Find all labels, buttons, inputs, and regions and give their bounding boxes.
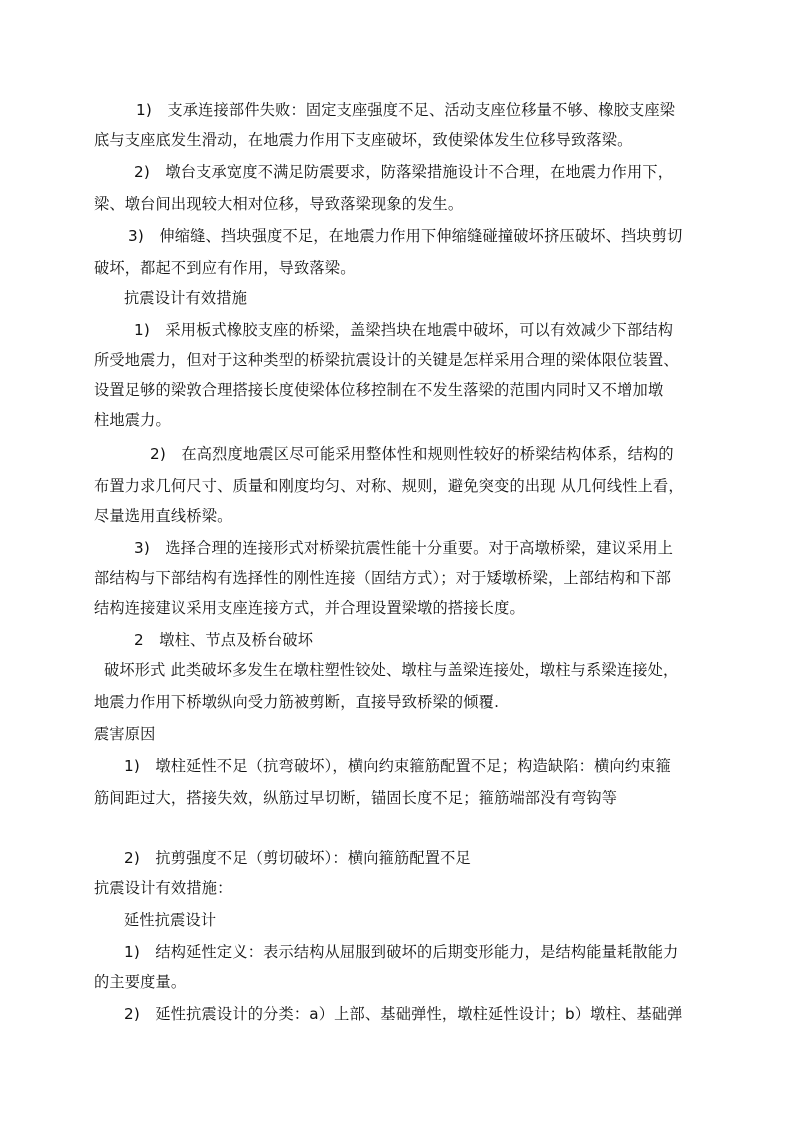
text-line: 2) 墩台支承宽度不满足防震要求，防落梁措施设计不合理，在地震力作用下，: [134, 163, 674, 181]
text-line: 破坏形式 此类破坏多发生在墩柱塑性铰处、墩柱与盖梁连接处，墩柱与系梁连接处，: [104, 661, 679, 679]
section-heading: 抗震设计有效措施：: [94, 879, 233, 897]
text-line: 1) 支承连接部件失败：固定支座强度不足、活动支座位移量不够、橡胶支座梁: [136, 101, 676, 119]
section-heading: 延性抗震设计: [124, 911, 217, 929]
text-line: 底与支座底发生滑动，在地震力作用下支座破坏，致使梁体发生位移导致落梁。: [94, 131, 633, 149]
section-heading: 2 墩柱、节点及桥台破坏: [134, 631, 314, 649]
text-line: 3) 伸缩缝、挡块强度不足，在地震力作用下伸缩缝碰撞破坏挤压破坏、挡块剪切: [128, 227, 683, 245]
text-line: 地震力作用下桥墩纵向受力筋被剪断，直接导致桥梁的倾覆.: [94, 693, 500, 711]
section-heading: 抗震设计有效措施: [124, 289, 248, 307]
text-line: 2) 抗剪强度不足（剪切破坏）：横向箍筋配置不足: [124, 849, 471, 867]
text-line: 2) 在高烈度地震区尽可能采用整体性和规则性较好的桥梁结构体系，结构的: [150, 445, 674, 463]
text-line: 所受地震力，但对于这种类型的桥梁抗震设计的关键是怎样采用合理的梁体限位装置、: [94, 351, 679, 369]
text-line: 结构连接建议采用支座连接方式，并合理设置梁墩的搭接长度。: [94, 599, 525, 617]
text-line: 布置力求几何尺寸、质量和刚度均匀、对称、规则，避免突变的出现 从几何线性上看，: [94, 477, 684, 495]
text-line: 1) 墩柱延性不足（抗弯破坏），横向约束箍筋配置不足；构造缺陷：横向约束箍: [124, 757, 671, 775]
text-line: 破坏，都起不到应有作用，导致落梁。: [94, 259, 356, 277]
text-line: 2) 延性抗震设计的分类：a）上部、基础弹性，墩柱延性设计；b）墩柱、基础弹: [124, 1005, 683, 1023]
text-line: 部结构与下部结构有选择性的刚性连接（固结方式）；对于矮墩桥梁，上部结构和下部: [94, 569, 672, 587]
text-line: 1) 采用板式橡胶支座的桥梁，盖梁挡块在地震中破坏，可以有效减少下部结构: [134, 321, 674, 339]
text-line: 1) 结构延性定义：表示结构从屈服到破坏的后期变形能力，是结构能量耗散能力: [124, 943, 679, 961]
text-line: 尽量选用直线桥梁。: [94, 507, 233, 525]
text-line: 柱地震力。: [94, 411, 171, 429]
text-line: 3) 选择合理的连接形式对桥梁抗震性能十分重要。对于高墩桥梁，建议采用上: [134, 539, 674, 557]
text-line: 梁、墩台间出现较大相对位移，导致落梁现象的发生。: [94, 195, 464, 213]
text-line: 的主要度量。: [94, 973, 187, 991]
text-line: 筋间距过大，搭接失效，纵筋过早切断，锚固长度不足；箍筋端部没有弯钩等: [94, 789, 618, 807]
section-heading: 震害原因: [94, 725, 156, 743]
text-line: 设置足够的梁敦合理搭接长度使梁体位移控制在不发生落梁的范围内同时又不增加墩: [94, 381, 664, 399]
